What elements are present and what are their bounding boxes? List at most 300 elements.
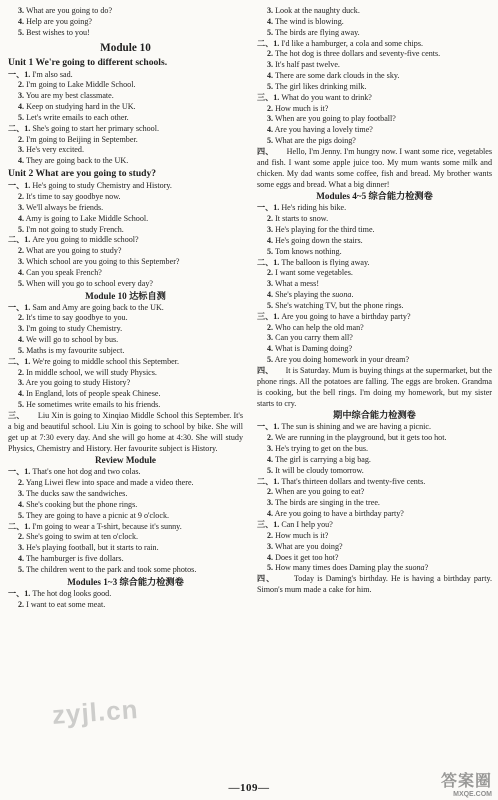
answer-text: I'm going to Lake Middle School. bbox=[26, 80, 136, 90]
item-number: 2. bbox=[267, 268, 274, 278]
answer-line bbox=[257, 487, 492, 498]
answer-text: The girl likes drinking milk. bbox=[274, 81, 367, 91]
item-number: 4. bbox=[18, 102, 25, 112]
answer-text: How much is it? bbox=[275, 530, 329, 540]
item-number: 2. bbox=[18, 367, 25, 377]
item-number: 2. bbox=[267, 49, 274, 59]
answer-text: What a mess! bbox=[274, 279, 320, 289]
answer-paragraph bbox=[257, 147, 492, 190]
section-number: 三、 bbox=[257, 519, 274, 529]
answer-line bbox=[257, 312, 492, 323]
section-number: 四、 bbox=[257, 574, 276, 584]
answer-line bbox=[257, 301, 492, 312]
section-number: 四、 bbox=[257, 146, 274, 156]
answer-text: He's trying to get on the bus. bbox=[275, 444, 369, 454]
answer-line bbox=[8, 500, 243, 511]
answer-line bbox=[8, 124, 243, 135]
answer-line bbox=[8, 600, 243, 611]
answer-text: He's riding his bike. bbox=[281, 203, 347, 213]
answer-line bbox=[257, 444, 492, 455]
answer-text: Can I help you? bbox=[281, 519, 333, 529]
answer-text: What are you doing? bbox=[274, 541, 343, 551]
item-number: 5. bbox=[18, 564, 25, 574]
item-number: 4. bbox=[18, 16, 25, 26]
item-number: 4. bbox=[267, 454, 274, 464]
answer-text: I'm going to wear a T-shirt, because it's sunny. bbox=[32, 521, 182, 531]
answer-text: Best wishes to you! bbox=[26, 27, 90, 37]
answer-text: She's going to swim at ten o'clock. bbox=[26, 532, 139, 542]
item-number: 2. bbox=[18, 532, 25, 542]
answer-line bbox=[8, 589, 243, 600]
section-number: 二、 bbox=[257, 38, 274, 48]
item-number: 5. bbox=[18, 345, 25, 355]
item-number: 1. bbox=[273, 422, 280, 432]
answer-text: What are you going to study? bbox=[25, 246, 122, 256]
answer-line bbox=[257, 290, 492, 301]
answer-text: Maths is my favourite subject. bbox=[26, 345, 125, 355]
item-number: 3. bbox=[18, 378, 25, 388]
answer-line bbox=[257, 258, 492, 269]
answer-line bbox=[8, 235, 243, 246]
answer-text: That's one hot dog and two colas. bbox=[32, 467, 141, 477]
section-number: 三、 bbox=[257, 311, 274, 321]
answer-text: Are you going to middle school? bbox=[32, 235, 139, 245]
answer-text: He's going down the stairs. bbox=[275, 235, 363, 245]
item-number: 5. bbox=[267, 300, 274, 310]
item-number: 3. bbox=[267, 114, 274, 124]
answer-text: The hot dog looks good. bbox=[32, 588, 112, 598]
answer-text: She's cooking but the phone rings. bbox=[26, 499, 138, 509]
paragraph-text: Hello, I'm Jenny. I'm hungry now. I want some rice, vegetables and fish. I want some apple juice too. My mum wants some milk and chicken. My dad wants some coffee, fish and bread. My brother wants some eggs and bread. What a big dinner! bbox=[257, 146, 492, 189]
answer-text: In middle school, we will study Physics. bbox=[26, 367, 157, 377]
answer-line bbox=[257, 114, 492, 125]
item-number: 5. bbox=[18, 112, 25, 122]
answer-line bbox=[8, 346, 243, 357]
answer-line bbox=[8, 214, 243, 225]
answer-text: Are you going to have a birthday party? bbox=[281, 311, 411, 321]
item-number: 3. bbox=[18, 489, 25, 499]
answer-text: Sam and Amy are going back to the UK. bbox=[32, 302, 164, 312]
answer-text: The hot dog is three dollars and seventy-five cents. bbox=[274, 49, 441, 59]
item-number: 4. bbox=[18, 499, 25, 509]
answer-text: Who can help the old man? bbox=[274, 322, 364, 332]
answer-line bbox=[8, 246, 243, 257]
item-number: 5. bbox=[267, 563, 274, 573]
answer-line bbox=[257, 93, 492, 104]
item-number: 1. bbox=[24, 302, 31, 312]
answer-text: That's thirteen dollars and twenty-five cents. bbox=[281, 476, 426, 486]
answer-line bbox=[8, 335, 243, 346]
section-number: 一、 bbox=[8, 69, 25, 79]
answer-line bbox=[8, 378, 243, 389]
answer-line bbox=[257, 203, 492, 214]
answer-line bbox=[8, 268, 243, 279]
answer-text: The sun is shining and we are having a picnic. bbox=[281, 422, 432, 432]
answer-text: What do you want to drink? bbox=[281, 92, 372, 102]
answer-line bbox=[8, 511, 243, 522]
item-number: 3. bbox=[18, 145, 25, 155]
item-number: 4. bbox=[267, 344, 274, 354]
answer-text: The birds are flying away. bbox=[274, 27, 360, 37]
item-number: 5. bbox=[18, 278, 25, 288]
answer-text: How many times does Daming play the suona? bbox=[275, 563, 429, 573]
answer-line bbox=[257, 82, 492, 93]
answer-text: It's time to say goodbye to you. bbox=[26, 313, 128, 323]
answer-line bbox=[257, 422, 492, 433]
answer-line bbox=[8, 28, 243, 39]
answer-line bbox=[8, 17, 243, 28]
answer-line bbox=[8, 565, 243, 576]
item-number: 3. bbox=[18, 543, 25, 553]
test-heading: Modules 1~3 综合能力检测卷 bbox=[67, 576, 184, 587]
answer-text: Amy is going to Lake Middle School. bbox=[25, 213, 149, 223]
answer-line bbox=[257, 247, 492, 258]
answer-line bbox=[8, 113, 243, 124]
item-number: 1. bbox=[24, 588, 31, 598]
answer-text: It's time to say goodbye now. bbox=[26, 191, 121, 201]
answer-line bbox=[257, 125, 492, 136]
item-number: 5. bbox=[18, 27, 25, 37]
paragraph-text: Liu Xin is going to Xinqiao Middle School this September. It's a big and beautiful school. Liu Xin is going to school by bike. She will get up at 7:30 every day. And she will go home at 4:30. She will study Physics, Chemistry and History. Her favourite subject is History. bbox=[8, 411, 244, 453]
answer-line bbox=[8, 400, 243, 411]
test-heading: 期中综合能力检测卷 bbox=[333, 410, 416, 421]
item-number: 2. bbox=[267, 487, 274, 497]
answer-line bbox=[257, 466, 492, 477]
answer-line bbox=[8, 489, 243, 500]
answer-text: Let's write emails to each other. bbox=[26, 112, 129, 122]
answer-line bbox=[8, 279, 243, 290]
section-number: 二、 bbox=[8, 235, 25, 245]
answer-text: Tom knows nothing. bbox=[274, 246, 342, 256]
section-number: 一、 bbox=[8, 302, 25, 312]
answer-line bbox=[257, 236, 492, 247]
item-number: 2. bbox=[18, 134, 25, 144]
answer-line bbox=[8, 324, 243, 335]
item-number: 4. bbox=[18, 335, 25, 345]
item-number: 1. bbox=[24, 467, 31, 477]
answer-text: We're going to middle school this September. bbox=[32, 356, 180, 366]
item-number: 3. bbox=[18, 6, 25, 15]
answer-text: Look at the naughty duck. bbox=[275, 6, 360, 15]
item-number: 2. bbox=[18, 80, 25, 90]
item-number: 4. bbox=[267, 16, 274, 26]
answer-text: We'll always be friends. bbox=[25, 202, 104, 212]
unit-heading: Unit 1 We're going to different schools. bbox=[8, 56, 168, 68]
item-number: 1. bbox=[273, 476, 280, 486]
answer-text: He sometimes write emails to his friends. bbox=[26, 400, 161, 410]
section-heading: Module 10 bbox=[100, 41, 151, 54]
answer-text: The ducks saw the sandwiches. bbox=[25, 489, 128, 499]
watermark-logo-text: 答案圈 bbox=[440, 773, 492, 790]
item-number: 5. bbox=[267, 465, 274, 475]
test-heading: Review Module bbox=[95, 455, 156, 466]
item-number: 5. bbox=[18, 510, 25, 520]
indent bbox=[25, 411, 38, 420]
section-number: 一、 bbox=[8, 467, 25, 477]
item-number: 2. bbox=[18, 313, 25, 323]
item-number: 5. bbox=[18, 400, 25, 410]
item-number: 4. bbox=[267, 235, 274, 245]
item-number: 3. bbox=[18, 257, 25, 267]
answer-text: She's going to start her primary school. bbox=[32, 123, 159, 133]
answer-line bbox=[257, 71, 492, 82]
answer-line bbox=[8, 313, 243, 324]
item-number: 3. bbox=[267, 444, 274, 454]
item-number: 4. bbox=[267, 290, 274, 300]
answer-line bbox=[257, 104, 492, 115]
item-number: 5. bbox=[18, 224, 25, 234]
section-number: 二、 bbox=[257, 476, 274, 486]
answer-line bbox=[257, 60, 492, 71]
answer-text: You are my best classmate. bbox=[25, 91, 114, 101]
answer-text: Does it get too hot? bbox=[275, 552, 339, 562]
answer-text: How much is it? bbox=[275, 103, 329, 113]
item-number: 5. bbox=[267, 246, 274, 256]
answer-text: The balloon is flying away. bbox=[281, 257, 370, 267]
page-number: —109— bbox=[228, 782, 270, 794]
answer-text: It will be cloudy tomorrow. bbox=[275, 465, 364, 475]
answer-text: Are you having a lovely time? bbox=[274, 125, 373, 135]
item-number: 1. bbox=[273, 203, 280, 213]
answer-text: In England, lots of people speak Chinese. bbox=[26, 389, 161, 399]
item-number: 2. bbox=[18, 191, 25, 201]
answer-line bbox=[257, 49, 492, 60]
item-number: 3. bbox=[267, 498, 274, 508]
answer-text: Are you going to study History? bbox=[25, 378, 131, 388]
answer-text: Help are you going? bbox=[26, 16, 92, 26]
answer-text: When are you going to eat? bbox=[274, 487, 365, 497]
answer-text: Are you doing homework in your dream? bbox=[274, 355, 410, 365]
item-number: 4. bbox=[18, 554, 25, 564]
answer-line bbox=[8, 368, 243, 379]
answer-line bbox=[257, 553, 492, 564]
answer-text: I'm going to study Chemistry. bbox=[26, 324, 123, 334]
test-heading: Module 10 达标自测 bbox=[85, 290, 166, 301]
item-number: 1. bbox=[24, 69, 31, 79]
answer-line bbox=[257, 498, 492, 509]
answer-line bbox=[257, 520, 492, 531]
answer-line bbox=[257, 563, 492, 574]
answer-line bbox=[8, 156, 243, 167]
answer-text: He's playing for the third time. bbox=[275, 225, 375, 235]
answer-line bbox=[257, 214, 492, 225]
answer-line bbox=[8, 203, 243, 214]
answer-text: The birds are singing in the tree. bbox=[274, 498, 380, 508]
section-number: 四、 bbox=[257, 366, 274, 375]
answer-text: What are the pigs doing? bbox=[274, 136, 356, 146]
answer-line bbox=[8, 543, 243, 554]
answer-line bbox=[257, 268, 492, 279]
item-number: 1. bbox=[24, 181, 31, 191]
item-number: 1. bbox=[24, 235, 31, 245]
answer-text: It starts to snow. bbox=[275, 214, 329, 224]
answer-line bbox=[257, 477, 492, 488]
item-number: 1. bbox=[24, 123, 31, 133]
item-number: 2. bbox=[18, 478, 25, 488]
answer-line bbox=[257, 455, 492, 466]
answer-line bbox=[257, 433, 492, 444]
item-number: 2. bbox=[267, 322, 274, 332]
item-number: 1. bbox=[24, 521, 31, 531]
item-number: 4. bbox=[267, 509, 274, 519]
answer-text: The hamburger is five dollars. bbox=[25, 554, 124, 564]
answer-line bbox=[8, 80, 243, 91]
answer-line bbox=[8, 91, 243, 102]
item-number: 4. bbox=[18, 213, 25, 223]
answer-text: She's playing the suona. bbox=[275, 290, 354, 300]
unit-heading: Unit 2 What are you going to study? bbox=[8, 168, 157, 180]
answer-paragraph bbox=[257, 574, 492, 596]
answer-text: Are you going to have a birthday party? bbox=[274, 509, 404, 519]
answer-line bbox=[8, 257, 243, 268]
answer-text: They are going to have a picnic at 9 o'clock. bbox=[25, 510, 170, 520]
answer-text: Keep on studying hard in the UK. bbox=[26, 102, 136, 112]
section-number: 二、 bbox=[8, 356, 25, 366]
paragraph-text: It is Saturday. Mum is buying things at the supermarket, but the phone rings. All the potatoes are falling. The eggs are broken. Grandma is cooking, but the bell rings. I'm doing my homework, but my sister starts to cry. bbox=[257, 366, 492, 408]
answer-text: We will go to school by bus. bbox=[25, 335, 119, 345]
answer-text: I'm not going to study French. bbox=[26, 224, 124, 234]
section-number: 二、 bbox=[8, 521, 25, 531]
answer-line bbox=[257, 225, 492, 236]
answer-line bbox=[8, 357, 243, 368]
item-number: 1. bbox=[273, 257, 280, 267]
indent bbox=[275, 574, 294, 583]
answer-text: When will you go to school every day? bbox=[25, 278, 153, 288]
item-number: 3. bbox=[18, 91, 25, 101]
answer-line bbox=[257, 6, 492, 17]
item-number: 4. bbox=[267, 71, 274, 81]
item-number: 5. bbox=[267, 355, 274, 365]
answer-line bbox=[257, 542, 492, 553]
item-number: 1. bbox=[24, 356, 31, 366]
answer-line bbox=[8, 6, 243, 17]
item-number: 2. bbox=[18, 246, 25, 256]
answer-text: What are you going to do? bbox=[25, 6, 113, 15]
answer-text: It's half past twelve. bbox=[275, 60, 340, 70]
item-number: 1. bbox=[273, 92, 280, 102]
watermark: zyjl.cn bbox=[51, 694, 140, 730]
answer-line bbox=[8, 554, 243, 565]
answer-line bbox=[257, 531, 492, 542]
test-heading: Modules 4~5 综合能力检测卷 bbox=[316, 191, 433, 202]
answer-line bbox=[257, 344, 492, 355]
item-number: 3. bbox=[18, 324, 25, 334]
watermark-logo-url: MXQE.COM bbox=[453, 791, 492, 798]
right-column bbox=[257, 6, 492, 596]
answer-text: He's very excited. bbox=[26, 145, 84, 155]
watermark-logo bbox=[426, 768, 492, 798]
item-number: 1. bbox=[273, 38, 280, 48]
item-number: 5. bbox=[267, 136, 274, 146]
answer-line bbox=[257, 279, 492, 290]
section-number: 二、 bbox=[257, 257, 274, 267]
item-number: 4. bbox=[267, 552, 274, 562]
answer-line bbox=[257, 136, 492, 147]
section-number: 一、 bbox=[8, 181, 25, 191]
item-number: 4. bbox=[18, 267, 25, 277]
answer-line bbox=[257, 333, 492, 344]
indent bbox=[273, 366, 285, 375]
answer-text: Which school are you going to this September? bbox=[25, 257, 180, 267]
item-number: 5. bbox=[267, 81, 274, 91]
answer-line bbox=[8, 389, 243, 400]
answer-line bbox=[8, 70, 243, 81]
item-number: 4. bbox=[18, 156, 25, 166]
section-number: 三、 bbox=[8, 411, 25, 420]
answer-text: The wind is blowing. bbox=[274, 16, 344, 26]
answer-paragraph bbox=[257, 366, 492, 409]
paragraph-text: Today is Daming's birthday. He is having a birthday party. Simon's mum made a cake for him. bbox=[257, 574, 492, 595]
answer-line bbox=[257, 17, 492, 28]
answer-text: I want some vegetables. bbox=[275, 268, 353, 278]
item-number: 2. bbox=[267, 103, 274, 113]
answer-text: I'm also sad. bbox=[32, 69, 73, 79]
answer-text: What is Daming doing? bbox=[274, 344, 353, 354]
item-number: 2. bbox=[267, 433, 274, 443]
answer-line bbox=[8, 467, 243, 478]
answer-line bbox=[257, 323, 492, 334]
left-column bbox=[8, 6, 243, 611]
answer-line bbox=[8, 522, 243, 533]
item-number: 2. bbox=[267, 530, 274, 540]
answer-text: I'm going to Beijing in September. bbox=[26, 134, 138, 144]
answer-line bbox=[8, 135, 243, 146]
section-number: 一、 bbox=[257, 422, 274, 432]
answer-text: Yang Liwei flew into space and made a video there. bbox=[25, 478, 194, 488]
answer-line bbox=[8, 181, 243, 192]
answer-text: I want to eat some meat. bbox=[26, 599, 106, 609]
answer-text: She's watching TV, but the phone rings. bbox=[275, 300, 404, 310]
item-number: 4. bbox=[267, 125, 274, 135]
answer-line bbox=[8, 532, 243, 543]
item-number: 2. bbox=[18, 599, 25, 609]
answer-text: There are some dark clouds in the sky. bbox=[274, 71, 400, 81]
answer-line bbox=[8, 303, 243, 314]
answer-paragraph bbox=[8, 411, 243, 454]
answer-line bbox=[257, 28, 492, 39]
answer-line bbox=[8, 145, 243, 156]
answer-line bbox=[8, 225, 243, 236]
item-number: 3. bbox=[18, 202, 25, 212]
item-number: 2. bbox=[267, 214, 274, 224]
item-number: 1. bbox=[273, 519, 280, 529]
item-number: 3. bbox=[267, 333, 274, 343]
item-number: 3. bbox=[267, 60, 274, 70]
item-number: 5. bbox=[267, 27, 274, 37]
answer-line bbox=[8, 478, 243, 489]
answer-text: Can you speak French? bbox=[26, 267, 102, 277]
section-number: 二、 bbox=[8, 123, 25, 133]
indent bbox=[274, 147, 287, 156]
item-number: 3. bbox=[267, 225, 274, 235]
answer-text: When are you going to play football? bbox=[274, 114, 396, 124]
answer-text: Can you carry them all? bbox=[275, 333, 353, 343]
section-number: 一、 bbox=[257, 203, 274, 213]
section-number: 一、 bbox=[8, 588, 25, 598]
answer-text: The girl is carrying a big bag. bbox=[274, 454, 371, 464]
item-number: 3. bbox=[267, 6, 274, 15]
item-number: 3. bbox=[267, 279, 274, 289]
answer-text: He's going to study Chemistry and History. bbox=[32, 181, 172, 191]
answer-line bbox=[257, 355, 492, 366]
answer-line bbox=[257, 509, 492, 520]
answer-line bbox=[8, 102, 243, 113]
answer-text: We are running in the playground, but it gets too hot. bbox=[274, 433, 447, 443]
answer-text: He's playing football, but it starts to rain. bbox=[26, 543, 159, 553]
answer-text: The children went to the park and took some photos. bbox=[25, 564, 197, 574]
answer-text: They are going back to the UK. bbox=[25, 156, 129, 166]
item-number: 3. bbox=[267, 541, 274, 551]
